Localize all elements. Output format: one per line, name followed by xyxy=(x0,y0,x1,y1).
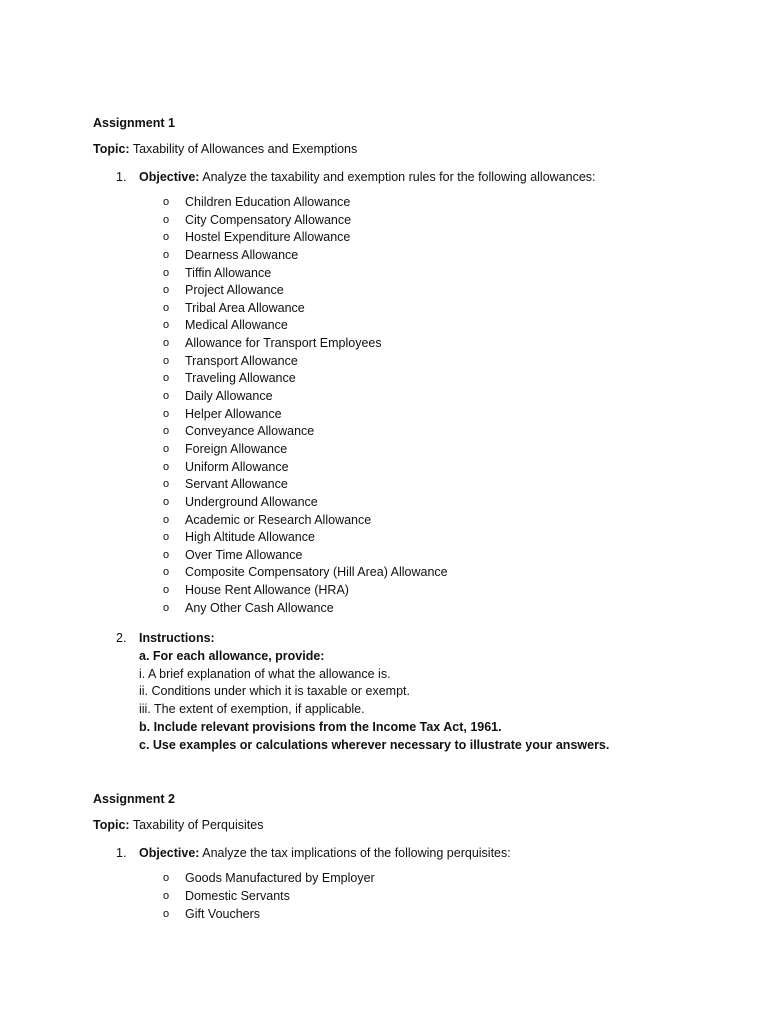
list-number: 2. xyxy=(116,631,127,646)
list-item-text: Tribal Area Allowance xyxy=(185,300,305,315)
list-item-text: Conveyance Allowance xyxy=(185,424,315,439)
list-item xyxy=(93,335,733,353)
bullet-circle-icon: o xyxy=(163,337,170,350)
list-item-text: Transport Allowance xyxy=(185,353,298,368)
bullet-circle-icon: o xyxy=(163,319,170,332)
instruction-a: a. For each allowance, provide: xyxy=(139,649,325,664)
bullet-circle-icon: o xyxy=(163,889,170,902)
list-item-text: Any Other Cash Allowance xyxy=(185,600,334,615)
bullet-circle-icon: o xyxy=(163,531,170,544)
document-page xyxy=(93,116,733,923)
bullet-circle-icon: o xyxy=(163,584,170,597)
list-item-text: City Compensatory Allowance xyxy=(185,212,352,227)
bullet-circle-icon: o xyxy=(163,872,170,885)
list-item xyxy=(93,247,733,265)
list-item-text: Dearness Allowance xyxy=(185,247,299,262)
list-item-text: House Rent Allowance (HRA) xyxy=(185,583,349,598)
assignment-2-section xyxy=(93,792,733,923)
bullet-circle-icon: o xyxy=(163,478,170,491)
list-item xyxy=(93,582,733,600)
list-item-text: Hostel Expenditure Allowance xyxy=(185,230,351,245)
list-number: 1. xyxy=(116,170,127,184)
list-item-text: Foreign Allowance xyxy=(185,441,288,456)
list-item xyxy=(93,870,733,888)
list-item xyxy=(93,476,733,494)
list-item-text: Project Allowance xyxy=(185,283,284,298)
bullet-circle-icon: o xyxy=(163,390,170,403)
objective-label: Objective: xyxy=(139,170,200,184)
assignment-2-topic xyxy=(93,818,733,833)
instruction-ii: ii. Conditions under which it is taxable or exempt. xyxy=(139,684,410,699)
objective-text: Analyze the taxability and exemption rules for the following allowances: xyxy=(202,170,596,184)
bullet-circle-icon: o xyxy=(163,372,170,385)
list-item-text: Servant Allowance xyxy=(185,477,288,492)
list-item xyxy=(93,512,733,530)
topic-label: Topic: xyxy=(93,142,130,156)
assignment-1-topic xyxy=(93,142,733,157)
list-item-text: Goods Manufactured by Employer xyxy=(185,871,375,886)
list-item-text: Composite Compensatory (Hill Area) Allowance xyxy=(185,565,448,580)
bullet-circle-icon: o xyxy=(163,231,170,244)
allowance-list xyxy=(93,194,733,617)
assignment-1-objective xyxy=(93,170,733,185)
list-item-text: Medical Allowance xyxy=(185,318,288,333)
list-item-text: Children Education Allowance xyxy=(185,195,351,209)
bullet-circle-icon: o xyxy=(163,566,170,579)
bullet-circle-icon: o xyxy=(163,213,170,226)
instruction-i: i. A brief explanation of what the allowance is. xyxy=(139,666,391,681)
bullet-circle-icon: o xyxy=(163,425,170,438)
bullet-circle-icon: o xyxy=(163,266,170,279)
list-item xyxy=(93,459,733,477)
topic-text: Taxability of Perquisites xyxy=(132,818,264,833)
list-item xyxy=(93,600,733,618)
list-item xyxy=(93,888,733,906)
bullet-circle-icon: o xyxy=(163,460,170,473)
assignment-1-heading: Assignment 1 xyxy=(93,116,175,130)
list-number: 1. xyxy=(116,846,127,861)
bullet-circle-icon: o xyxy=(163,442,170,455)
list-item-text: Traveling Allowance xyxy=(185,371,296,386)
bullet-circle-icon: o xyxy=(163,407,170,420)
assignment-1-section xyxy=(93,116,733,754)
assignment-1-instructions xyxy=(93,630,733,754)
objective-label: Objective: xyxy=(139,846,200,861)
bullet-circle-icon: o xyxy=(163,548,170,561)
topic-label: Topic: xyxy=(93,818,130,833)
list-item xyxy=(93,282,733,300)
bullet-circle-icon: o xyxy=(163,907,170,920)
bullet-circle-icon: o xyxy=(163,301,170,314)
bullet-circle-icon: o xyxy=(163,248,170,261)
list-item xyxy=(93,194,733,212)
list-item xyxy=(93,353,733,371)
instruction-iii: iii. The extent of exemption, if applicable. xyxy=(139,702,365,717)
list-item xyxy=(93,494,733,512)
list-item-text: Allowance for Transport Employees xyxy=(185,336,382,351)
list-item xyxy=(93,564,733,582)
list-item xyxy=(93,441,733,459)
list-item xyxy=(93,423,733,441)
list-item-text: Tiffin Allowance xyxy=(185,265,272,280)
bullet-circle-icon: o xyxy=(163,513,170,526)
list-item-text: Over Time Allowance xyxy=(185,547,303,562)
instruction-c: c. Use examples or calculations wherever necessary to illustrate your answers. xyxy=(139,737,610,752)
bullet-circle-icon: o xyxy=(163,495,170,508)
objective-text: Analyze the tax implications of the following perquisites: xyxy=(202,846,511,861)
list-item xyxy=(93,547,733,565)
list-item-text: Helper Allowance xyxy=(185,406,282,421)
perquisite-list xyxy=(93,870,733,923)
list-item-text: Uniform Allowance xyxy=(185,459,289,474)
instruction-b: b. Include relevant provisions from the Income Tax Act, 1961. xyxy=(139,719,502,734)
bullet-circle-icon: o xyxy=(163,196,170,208)
bullet-circle-icon: o xyxy=(163,601,170,614)
list-item xyxy=(93,388,733,406)
list-item xyxy=(93,300,733,318)
bullet-circle-icon: o xyxy=(163,284,170,297)
list-item xyxy=(93,906,733,924)
assignment-2-heading: Assignment 2 xyxy=(93,792,175,807)
list-item-text: Underground Allowance xyxy=(185,494,318,509)
list-item-text: Domestic Servants xyxy=(185,888,290,903)
bullet-circle-icon: o xyxy=(163,354,170,367)
list-item xyxy=(93,370,733,388)
list-item-text: Daily Allowance xyxy=(185,389,273,404)
instructions-label: Instructions: xyxy=(139,631,215,646)
list-item-text: Academic or Research Allowance xyxy=(185,512,372,527)
list-item xyxy=(93,212,733,230)
list-item-text: High Altitude Allowance xyxy=(185,530,315,545)
assignment-2-objective xyxy=(93,846,733,861)
list-item xyxy=(93,265,733,283)
list-item-text: Gift Vouchers xyxy=(185,906,261,921)
list-item xyxy=(93,406,733,424)
topic-text: Taxability of Allowances and Exemptions xyxy=(132,142,358,156)
list-item xyxy=(93,317,733,335)
list-item xyxy=(93,529,733,547)
list-item xyxy=(93,229,733,247)
